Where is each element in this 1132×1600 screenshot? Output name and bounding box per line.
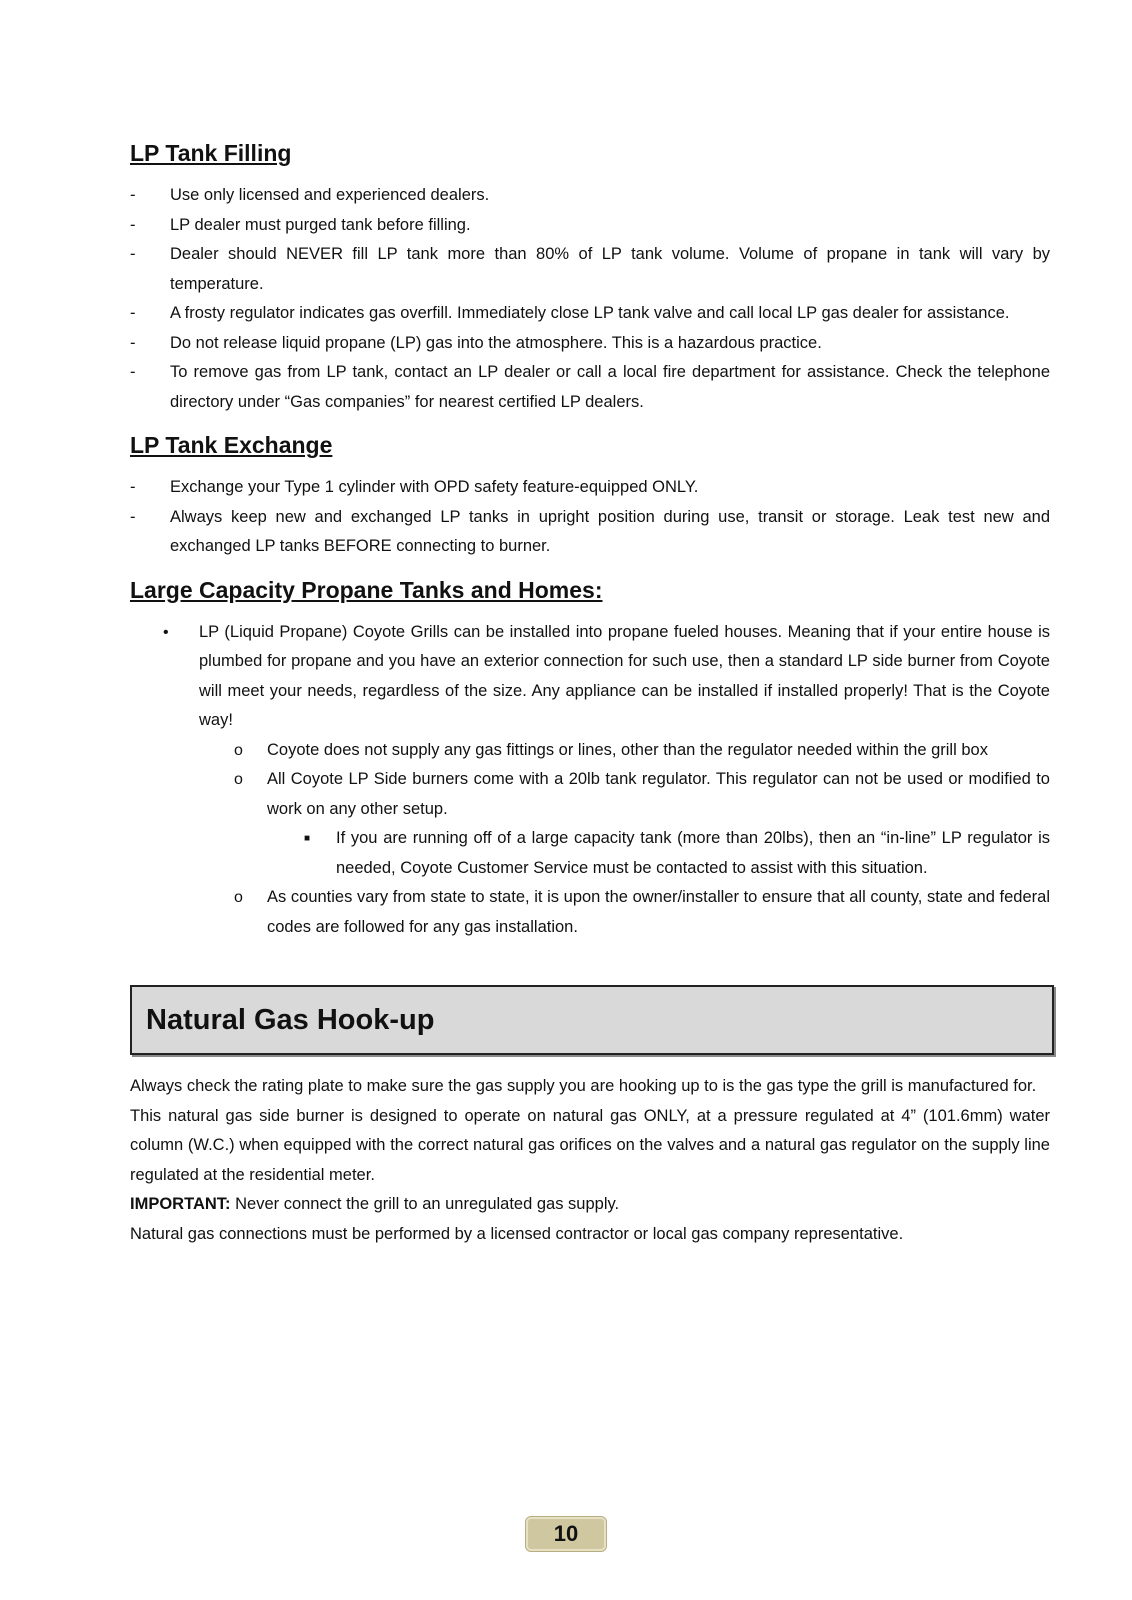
- page-content: [130, 138, 1050, 1249]
- natural-gas-title: Natural Gas Hook-up: [146, 1003, 435, 1036]
- important-text: Never connect the grill to an unregulated gas supply.: [230, 1195, 620, 1213]
- page-number: 10: [526, 1517, 606, 1551]
- large-capacity-heading: Large Capacity Propane Tanks and Homes:: [130, 576, 603, 603]
- natural-gas-banner: [130, 985, 1054, 1055]
- sub-list-item: o Coyote does not supply any gas fittings or lines, other than the regulator needed within the grill box: [130, 736, 1050, 766]
- dash-marker: -: [130, 478, 136, 496]
- dash-marker: -: [130, 333, 136, 352]
- lp-tank-filling-list: [130, 181, 1050, 417]
- dash-marker: -: [130, 363, 136, 381]
- list-item: - Do not release liquid propane (LP) gas into the atmosphere. This is a hazardous practice.: [130, 329, 1050, 359]
- list-item: - To remove gas from LP tank, contact an LP dealer or call a local fire department for assistance. Check the telephone directory under “Gas companies” for nearest certified LP dealers.: [130, 358, 1050, 417]
- lp-tank-exchange-heading: LP Tank Exchange: [130, 432, 333, 458]
- list-item: - Exchange your Type 1 cylinder with OPD safety feature-equipped ONLY.: [130, 473, 1050, 503]
- list-item: - Use only licensed and experienced dealers.: [130, 181, 1050, 211]
- natural-gas-paragraph: This natural gas side burner is designed to operate on natural gas ONLY, at a pressure regulated at 4” (101.6mm) water column (W.C.) when equipped with the correct natural gas orifices on the valves and a natural gas regulator on the supply line regulated at the residential meter.: [130, 1106, 1050, 1184]
- list-item: - Always keep new and exchanged LP tanks in upright position during use, transit or storage. Leak test new and exchanged LP tanks BEFORE connecting to burner.: [130, 503, 1050, 562]
- important-label: IMPORTANT:: [130, 1195, 231, 1213]
- bullet-marker: •: [163, 623, 169, 641]
- dash-marker: -: [130, 245, 136, 263]
- circle-marker: o: [234, 889, 243, 906]
- list-item: - Dealer should NEVER fill LP tank more than 80% of LP tank volume. Volume of propane in tank will vary by temperature.: [130, 240, 1050, 299]
- list-item: - LP dealer must purged tank before filling.: [130, 211, 1050, 241]
- list-item: • LP (Liquid Propane) Coyote Grills can be installed into propane fueled houses. Meaning that if your entire house is plumbed for propane and you have an exterior connection for such use, then a standard LP side burner from Coyote will meet your needs, regardless of the size. Any appliance can be installed if installed properly! That is the Coyote way!: [130, 618, 1050, 736]
- dash-marker: -: [130, 186, 136, 204]
- circle-marker: o: [234, 741, 243, 759]
- circle-marker: o: [234, 771, 243, 788]
- square-marker: ■: [304, 833, 311, 844]
- natural-gas-paragraph: Natural gas connections must be performed by a licensed contractor or local gas company representative.: [130, 1224, 904, 1243]
- sub-sub-list-item: ■ If you are running off of a large capacity tank (more than 20lbs), then an “in-line” LP regulator is needed, Coyote Customer Service must be contacted to assist with this situation.: [130, 824, 1050, 883]
- sub-list-item: o As counties vary from state to state, it is upon the owner/installer to ensure that all county, state and federal codes are followed for any gas installation.: [130, 883, 1050, 942]
- dash-marker: -: [130, 215, 136, 234]
- lp-tank-filling-heading: LP Tank Filling: [130, 140, 292, 166]
- dash-marker: -: [130, 507, 136, 526]
- natural-gas-paragraph: Always check the rating plate to make sure the gas supply you are hooking up to is the gas type the grill is manufactured for.: [130, 1077, 1037, 1095]
- large-capacity-list: [130, 618, 1050, 943]
- lp-tank-exchange-list: [130, 473, 1050, 562]
- footer: [0, 1517, 1132, 1551]
- list-item: - A frosty regulator indicates gas overfill. Immediately close LP tank valve and call local LP gas dealer for assistance.: [130, 299, 1050, 329]
- dash-marker: -: [130, 304, 136, 322]
- important-note: [130, 1190, 1050, 1220]
- sub-list-item: o All Coyote LP Side burners come with a 20lb tank regulator. This regulator can not be used or modified to work on any other setup.: [130, 765, 1050, 824]
